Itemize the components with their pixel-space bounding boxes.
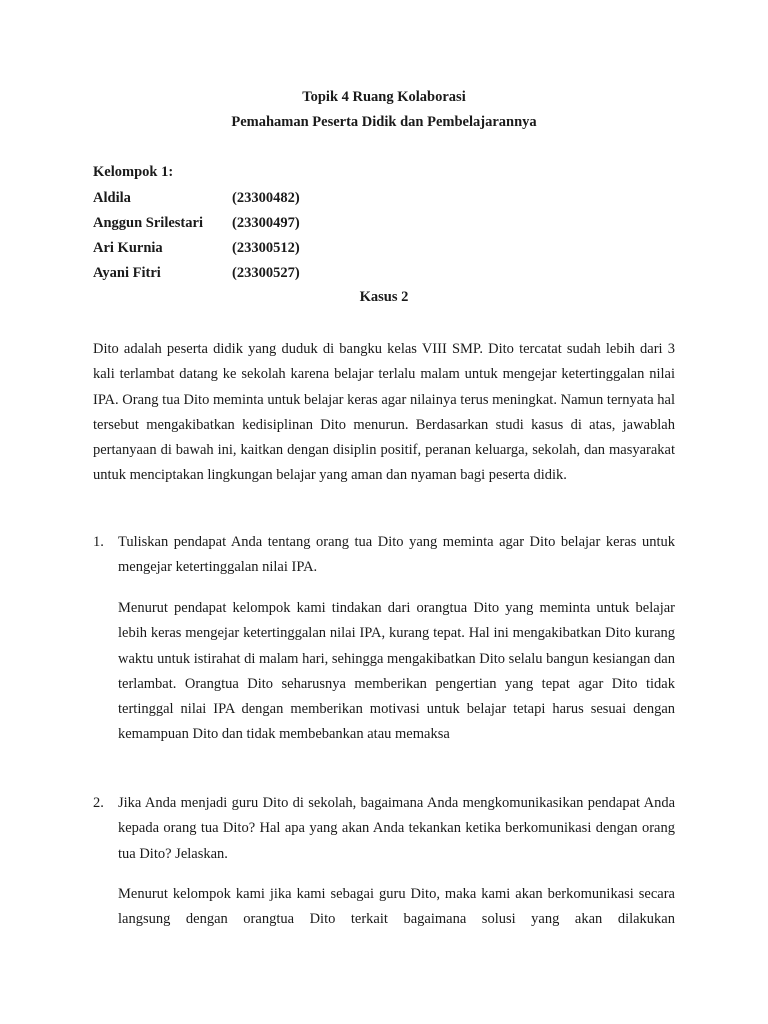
question-item: [93, 791, 675, 867]
case-title: Kasus 2: [359, 289, 409, 305]
question-number: 2.: [93, 795, 104, 811]
member-name: Aldila: [93, 190, 131, 206]
answer-paragraph: Menurut pendapat kelompok kami tindakan dari orangtua Dito yang meminta untuk belajar lebih keras mengejar ketertinggalan nilai IPA, kurang tepat. Hal ini mengakibatkan Dito kurang waktu untuk istirahat di malam hari, sehingga mengakibatkan Dito selalu bangun kesiangan dan terlambat. Orangtua Dito seharusnya memberikan pengertian yang tepat agar Dito tidak tertinggal nilai IPA dengan memberikan motivasi untuk belajar tetapi harus sesuai dengan kemampuan Dito dan tidak membebankan atau memaksa: [118, 600, 675, 743]
case-intro-paragraph: Dito adalah peserta didik yang duduk di bangku kelas VIII SMP. Dito tercatat sudah lebih dari 3 kali terlambat datang ke sekolah karena belajar terlalu malam untuk mengejar ketertinggalan nilai IPA. Orang tua Dito meminta untuk belajar keras agar nilainya terus meningkat. Namun ternyata hal tersebut mengakibatkan kedisiplinan Dito menurun. Berdasarkan studi kasus di atas, jawablah pertanyaan di bawah ini, kaitkan dengan disiplin positif, peranan keluarga, sekolah, dan masyarakat untuk menciptakan lingkungan belajar yang aman dan nyaman bagi peserta didik.: [93, 341, 675, 484]
member-row: [93, 189, 353, 207]
group-label: Kelompok 1:: [93, 164, 174, 180]
member-id: (23300497): [232, 215, 300, 231]
question-item: [93, 530, 675, 581]
member-name: Ari Kurnia: [93, 240, 163, 256]
member-id: (23300512): [232, 240, 300, 256]
member-row: [93, 214, 353, 232]
member-row: [93, 239, 353, 257]
question-text: Jika Anda menjadi guru Dito di sekolah, bagaimana Anda mengkomunikasikan pendapat Anda kepada orang tua Dito? Hal apa yang akan Anda tekankan ketika berkomunikasi dengan orang tua Dito? Jelaskan.: [118, 795, 675, 862]
member-id: (23300527): [232, 265, 300, 281]
document-subtitle: Pemahaman Peserta Didik dan Pembelajarannya: [231, 114, 537, 130]
member-row: [93, 264, 353, 282]
document-title: Topik 4 Ruang Kolaborasi: [302, 89, 466, 105]
member-id: (23300482): [232, 190, 300, 206]
answer-paragraph: Menurut kelompok kami jika kami sebagai guru Dito, maka kami akan berkomunikasi secara langsung dengan orangtua Dito terkait bagaimana solusi yang akan dilakukan: [118, 886, 675, 928]
member-name: Ayani Fitri: [93, 265, 161, 281]
member-name: Anggun Srilestari: [93, 215, 203, 231]
question-number: 1.: [93, 534, 104, 550]
question-text: Tuliskan pendapat Anda tentang orang tua Dito yang meminta agar Dito belajar keras untuk mengejar ketertinggalan nilai IPA.: [118, 534, 675, 576]
